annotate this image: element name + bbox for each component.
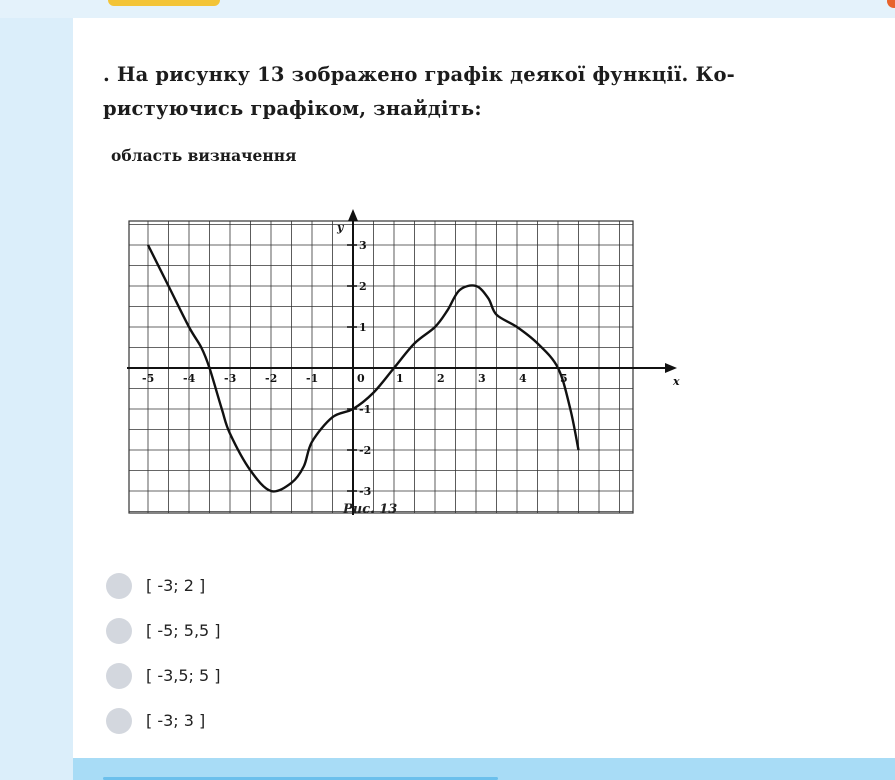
answer-label: [ -3,5; 5 ] <box>146 666 221 685</box>
radio-button[interactable] <box>106 708 132 734</box>
radio-button[interactable] <box>106 663 132 689</box>
answer-option-1[interactable] <box>106 563 221 608</box>
answer-option-3[interactable] <box>106 653 221 698</box>
x-tick-label: 4 <box>519 372 527 385</box>
figure-caption: Рис. 13 <box>343 502 398 517</box>
answer-label: [ -3; 2 ] <box>146 576 206 595</box>
question-line-1: . На рисунку 13 зображено графік деякої функції. Ко- <box>103 63 735 86</box>
answer-label: [ -3; 3 ] <box>146 711 206 730</box>
x-tick-label: 5 <box>560 372 568 385</box>
y-axis-arrow <box>348 209 358 221</box>
y-tick-label: -3 <box>359 485 372 498</box>
y-tick-label: 1 <box>359 321 367 334</box>
x-tick-label: 0 <box>357 372 365 385</box>
function-graph-figure <box>123 198 683 523</box>
x-tick-label: 3 <box>478 372 486 385</box>
y-tick-label: 2 <box>359 280 367 293</box>
y-axis-label: y <box>337 221 344 234</box>
question-text <box>103 58 803 126</box>
x-tick-label: -4 <box>183 372 196 385</box>
x-axis-label: x <box>673 375 680 388</box>
question-line-2: ристуючись графіком, знайдіть: <box>103 97 482 120</box>
x-tick-label: -3 <box>224 372 237 385</box>
top-tab <box>108 0 220 6</box>
x-tick-label: -1 <box>306 372 319 385</box>
answer-label: [ -5; 5,5 ] <box>146 621 221 640</box>
answer-option-4[interactable] <box>106 698 221 743</box>
answer-option-2[interactable] <box>106 608 221 653</box>
y-tick-label: -1 <box>359 403 372 416</box>
y-tick-label: -2 <box>359 444 372 457</box>
question-subtitle: область визначення <box>111 146 297 165</box>
radio-button[interactable] <box>106 618 132 644</box>
radio-button[interactable] <box>106 573 132 599</box>
x-tick-label: -5 <box>142 372 155 385</box>
y-tick-label: 3 <box>359 239 367 252</box>
x-tick-label: -2 <box>265 372 278 385</box>
x-tick-label: 1 <box>396 372 404 385</box>
x-tick-label: 2 <box>437 372 445 385</box>
question-card <box>73 18 895 758</box>
x-axis-arrow <box>665 363 677 373</box>
answer-options <box>106 563 221 743</box>
function-graph <box>123 198 683 518</box>
